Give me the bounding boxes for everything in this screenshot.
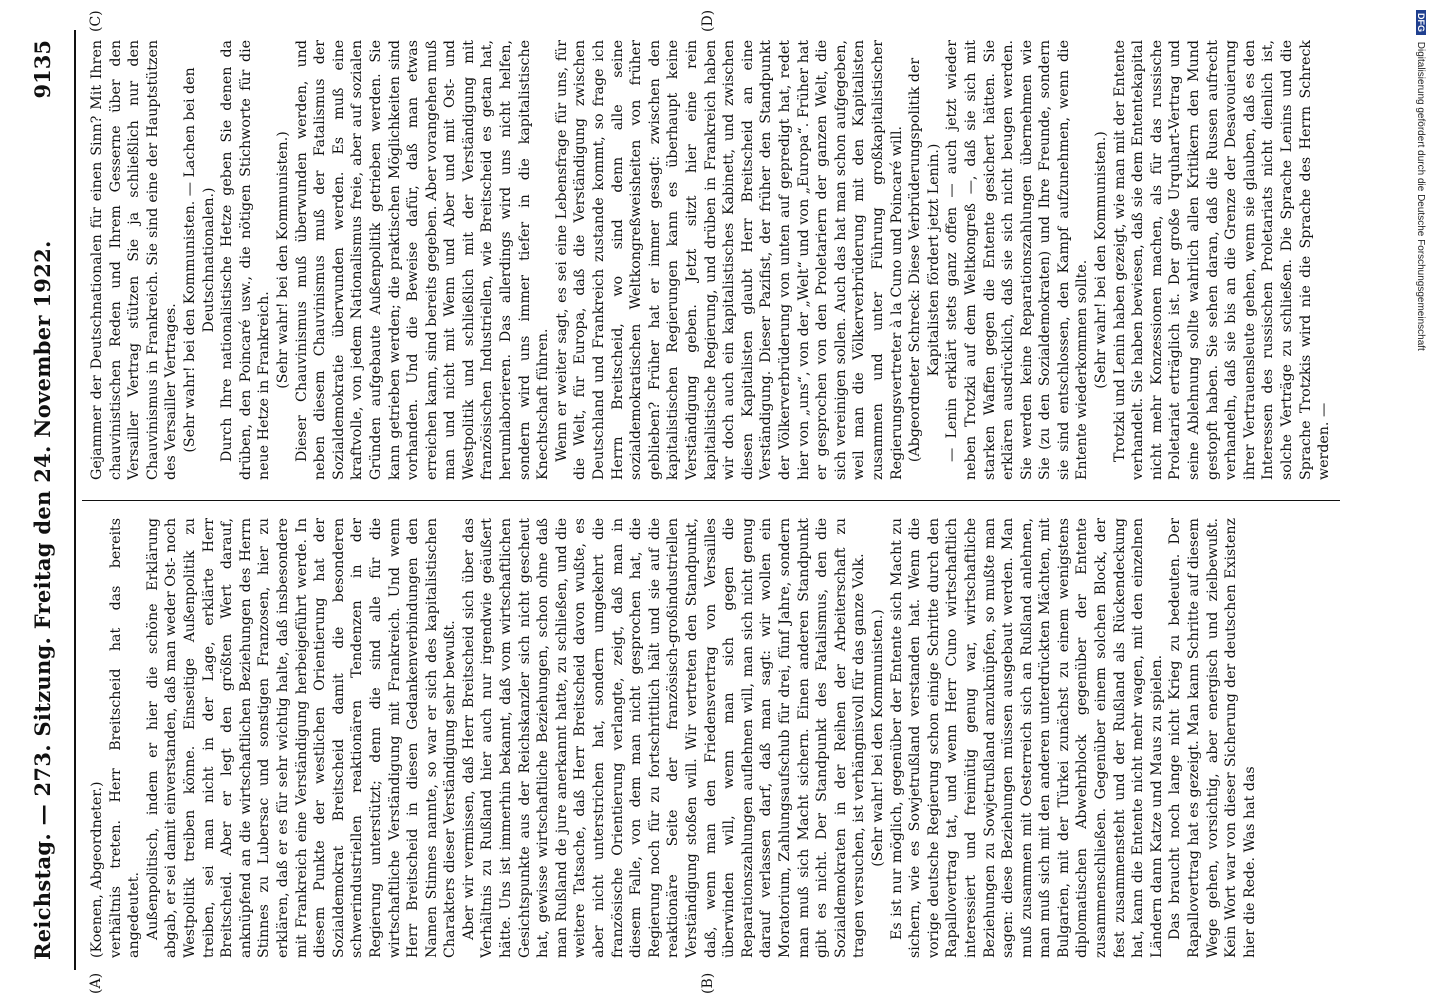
- column-divider: [82, 500, 1340, 501]
- dfg-logo: DFG: [1416, 10, 1426, 35]
- paragraph: Durch Ihre nationalistische Hetze geben Sie denen da drüben, den Poincaré usw., die nötigen Stichworte für die neue Hetze in Frankreich.: [219, 40, 273, 480]
- speaker-label: (Koenen, Abgeordneter.): [89, 781, 105, 958]
- interjection: (Sehr wahr! bei den Kommunisten.): [274, 131, 291, 389]
- paragraph: Wenn er weiter sagt, es sei eine Lebensfrage für uns, für die Welt, für Europa, daß die Verständigung zwischen Deutschland und Frankreich zustande kommt, so frage ich Herrn Breitscheid, wo sind denn alle seine sozialdemokratischen Weltkongreßweisheiten von früher geblieben? Früher hat er immer gesagt: zwischen den kapitalistischen Regierungen kann es überhaupt keine Verständigung geben. Jetzt sitzt hier eine rein kapitalistische Regierung, und drüben in Frankreich haben wir doch auch ein kapitalistisches Kabinett, und zwischen diesen Kapitalisten glaubt Herr Breitscheid an eine Verständigung. Dieser Pazifist, der früher den Standpunkt der Völkerverbrüderung von unten auf gepredigt hat, redet hier von „uns“, von der „Welt“ und von „Europa“. Früher hat er gesprochen von den Proletariern der ganzen Welt, die sich vereinigen sollen. Auch das hat man schon aufgegeben, weil man die Völkerverbrüderung mit den Kapitalisten zusammen und unter Führung großkapitalistischer Regierungsvertreter à la Cuno und Poincaré will.: [553, 40, 905, 480]
- paragraph: Aber wir vermissen, daß Herr Breitscheid sich über das Verhältnis zu Rußland hier auch nur irgendwie geäußert hätte. Uns ist immerhin bekannt, daß vom wirtschaftlichen Gesichtspunkte aus der Reichskanzler sich nicht gescheut hat, gewisse wirtschaftliche Beziehungen, schon ohne daß man Rußland de jure anerkannt hatte, zu schließen, und die weitere Tatsache, daß Herr Breitscheid davon wußte, es aber nicht unterstrichen hat, sondern umgekehrt die französische Orientierung verlangte, zeigt, daß man in diesem Falle, von dem man nicht gesprochen hat, die Regierung noch für zu fortschrittlich hält und sie auf die reaktionäre Seite der französisch-großindustriellen Verständigung stoßen will. Wir vertreten den Standpunkt, daß, wenn man den Friedensvertrag von Versailles überwinden will, wenn man sich gegen die Reparationszahlungen auflehnen will, man sich nicht genug darauf verlassen darf, daß man sagt: wir wollen ein Moratorium, Zahlungsaufschub für drei, fünf Jahre, sondern man muß sich Macht sichern. Einen anderen Standpunkt gibt es nicht. Der Standpunkt des Fatalismus, den die Sozialdemokraten in der Reihen der Arbeiterschaft zu tragen versuchen, ist verhängnisvoll für das ganze Volk.: [460, 518, 868, 958]
- paragraph: Außenpolitisch, indem er hier die schöne Erklärung abgab, er sei damit einverstanden, daß man weder Ost- noch Westpolitik treiben könne. Einseitige Außenpolitik zu treiben, sei man nicht in der Lage, erklärte Herr Breitscheid. Aber er legt den größten Wert darauf, anknüpfend an die wirtschaftlichen Beziehungen des Herrn Stinnes zu Lubersac und sonstigen Franzosen, hier zu erklären, daß er es für sehr wichtig halte, daß insbesondere mit Frankreich eine Verständigung herbeigeführt werde. In diesem Punkte der westlichen Orientierung hat der Sozialdemokrat Breitscheid damit die besonderen schwerindustriellen reaktionären Tendenzen in der Regierung unterstützt; denn die sind alle für die wirtschaftliche Verständigung mit Frankreich. Und wenn Herr Breitscheid in diesen Gedankenverbindungen den Namen Stinnes nannte, so war er sich des kapitalistischen Charakters dieser Verständigung sehr bewußt.: [144, 518, 459, 958]
- interjection: (Sehr wahr! bei den Kommunisten.): [869, 609, 886, 867]
- header-rule: [74, 30, 76, 970]
- margin-mark-c: (C): [88, 10, 104, 32]
- margin-mark-a: (A): [88, 972, 104, 994]
- paragraph: Gejammer der Deutschnationalen für einen Sinn? Mit Ihren chauvinistischen Reden und Ihrem Gesserne über den Versailler Vertrag stützen Sie ja schließlich nur den Chauvinismus in Frankreich. Sie sind eine der Hauptstützen des Versailler Vertrages.: [89, 40, 180, 480]
- paragraph: Trotzki und Lenin haben gezeigt, wie man mit der Entente verhandelt. Sie haben bewiesen, daß sie dem Ententekapital nicht mehr Konzessionen machen, als für das russische Proletariat erträglich ist. Der große Urquhart-Vertrag und seine Ablehnung sollte wahrlich allen Kritikern den Mund gestopft haben. Sie sehen daran, daß die Russen aufrecht verhandeln, daß sie bis an die Grenze der Desavouierung ihrer Vertrauensleute gehen, wenn sie glauben, daß es den Interessen des russischen Proletariats nicht dienlich ist, solche Verträge zu schließen. Die Sprache Lenins und die Sprache Trotzkis wird nie die Sprache des Herrn Schreck werden. —: [1111, 40, 1333, 480]
- page-header: [0, 0, 80, 1000]
- digitization-note: [1415, 10, 1426, 351]
- page-number: 9135: [30, 40, 55, 99]
- paragraph: Das braucht noch lange nicht Krieg zu bedeuten. Der Rapallovertrag hat es gezeigt. Man kann Schritte auf diesem Wege gehen, vorsichtig, aber energisch und zielbewußt. Kein Wort war von dieser Sicherung der deutschen Existenz hier die Rede. Was hat das: [1167, 518, 1258, 958]
- right-column: [88, 40, 1340, 480]
- interjection: (Abgeordneter Schreck: Diese Verbrüderungspolitik der Kapitalisten fördert jetzt Lenin.): [907, 57, 942, 463]
- session-header: Reichstag. — 273. Sitzung. Freitag den 24. November 1922.: [30, 240, 55, 960]
- interjection: (Sehr wahr! bei den Kommunisten.): [1093, 131, 1110, 389]
- paragraph: Dieser Chauvinismus muß überwunden werden, und neben diesem Chauvinismus muß der Fatalismus der Sozialdemokratie überwunden werden. Es muß eine kraftvolle, von jedem Nationalismus freie, aber auf sozialen Gründen aufgebaute Außenpolitik getrieben werden. Sie kann getrieben werden; die praktischen Möglichkeiten sind vorhanden. Und die Beweise dafür, daß man etwas erreichen kann, sind bereits gegeben. Aber vorangehen muß man und nicht mit Wenn und Aber und mit Ost- und Westpolitik und schließlich mit der Verständigung mit französischen Industriellen, wie Breitscheid es getan hat, herumlaborieren. Das allerdings wird uns nicht helfen, sondern wird uns immer tiefer in die kapitalistische Knechtschaft führen.: [293, 40, 552, 480]
- interjection: (Sehr wahr! bei den Kommunisten. — Lachen bei den Deutschnationalen.): [181, 67, 217, 453]
- paragraph: — Lenin erklärt stets ganz offen — auch jetzt wieder neben Trotzki auf dem Weltkongreß —, daß sie sich mit starken Waffen gegen die Entente gesichert hätten. Sie erklären ausdrücklich, daß sie sich nicht beugen werden. Sie werden keine Reparationszahlungen übernehmen wie Sie (zu den Sozialdemokraten) und Ihre Freunde, sondern sie sind entschlossen, den Kampf aufzunehmen, wenn die Entente wiederkommen sollte.: [944, 40, 1091, 480]
- left-column: [88, 518, 1340, 958]
- margin-mark-b: (B): [700, 972, 716, 994]
- paragraph: verhältnis treten. Herr Breitscheid hat das bereits angedeutet.: [107, 518, 143, 958]
- digitization-text: Digitalisierung gefördert durch die Deutsche Forschungsgemeinschaft: [1415, 41, 1426, 351]
- margin-mark-d: (D): [700, 9, 716, 32]
- paragraph: Es ist nur möglich, gegenüber der Entente sich Macht zu sichern, wie es Sowjetrußland verstanden hat. Wenn die vorige deutsche Regierung schon einige Schritte durch den Rapallovertrag tat, und wenn Herr Cuno wirtschaftlich interessiert und freimütig genug war, wirtschaftliche Beziehungen zu Sowjetrußland anzuknüpfen, so mußte man sagen: diese Beziehungen müssen ausgebaut werden. Man muß zusammen mit Oesterreich sich an Rußland anlehnen, man muß sich mit den anderen unterdrückten Mächten, mit Bulgarien, mit der Türkei zunächst zu einem wenigstens diplomatischen Abwehrblock gegenüber der Entente zusammenschließen. Gegenüber einem solchen Block, der fest zusammensteht und der Rußland als Rückendeckung hat, kann die Entente nicht mehr wagen, mit den einzelnen Ländern dann Katze und Maus zu spielen.: [888, 518, 1165, 958]
